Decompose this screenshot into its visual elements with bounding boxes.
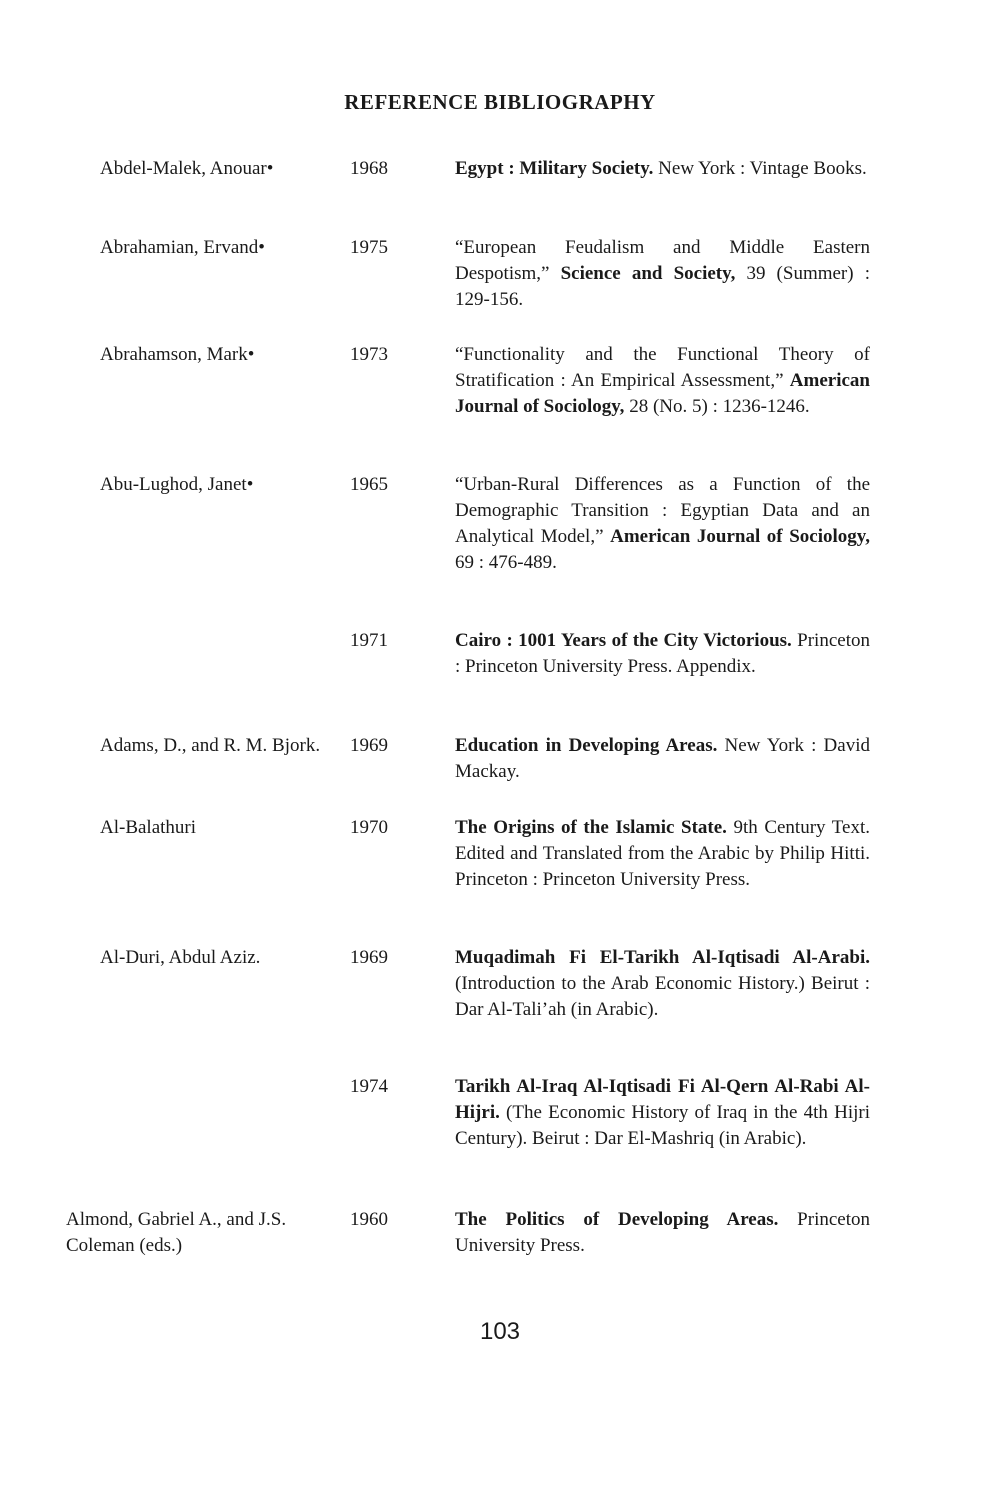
entry-citation bbox=[455, 1074, 870, 1152]
entry-author: Al-Balathuri bbox=[100, 817, 197, 838]
entry-year: 1971 bbox=[350, 630, 388, 651]
entry-year: 1960 bbox=[350, 1209, 388, 1230]
citation-text: “Functionality and the Functional Theory of Stratification : An Empirical Assessment,” bbox=[455, 344, 870, 391]
page-number: 103 bbox=[479, 1318, 521, 1345]
citation-text: 28 (No. 5) : 1236-1246. bbox=[624, 396, 810, 417]
citation-title: Science and Society, bbox=[560, 263, 736, 284]
entry-citation bbox=[455, 342, 870, 420]
citation-title: Egypt : Military Society. bbox=[455, 158, 654, 179]
entry-citation bbox=[455, 235, 870, 313]
citation-title: The Origins of the Islamic State. bbox=[455, 817, 727, 838]
citation-title: Education in Developing Areas. bbox=[455, 735, 718, 756]
citation-text: Princeton University Press. bbox=[455, 1209, 870, 1256]
citation-title: Cairo : 1001 Years of the City Victorious. bbox=[455, 630, 792, 651]
entry-year: 1974 bbox=[350, 1076, 388, 1097]
entry-year: 1969 bbox=[350, 735, 388, 756]
entry-author: Abrahamson, Mark• bbox=[100, 344, 255, 365]
entry-author: Adams, D., and R. M. Bjork. bbox=[100, 735, 321, 756]
citation-text: “European Feudalism and Middle Eastern Despotism,” bbox=[455, 237, 870, 284]
entry-year: 1973 bbox=[350, 344, 388, 365]
entry-author: Abdel-Malek, Anouar• bbox=[100, 158, 274, 179]
citation-text: New York : Vintage Books. bbox=[653, 158, 867, 179]
citation-text: 69 : 476-489. bbox=[455, 552, 557, 573]
citation-text: (Introduction to the Arab Economic History.) Beirut : Dar Al-Tali’ah (in Arabic). bbox=[455, 973, 870, 1020]
entry-year: 1969 bbox=[350, 947, 388, 968]
citation-title: American Journal of Sociology, bbox=[455, 370, 870, 417]
citation-title: The Politics of Developing Areas. bbox=[455, 1209, 779, 1230]
entry-year: 1968 bbox=[350, 158, 388, 179]
entry-citation bbox=[455, 628, 870, 680]
entry-author: Al-Duri, Abdul Aziz. bbox=[100, 947, 261, 968]
citation-text: (The Economic History of Iraq in the 4th Hijri Century). Beirut : Dar El-Mashriq (in Arabic). bbox=[455, 1102, 870, 1149]
citation-title: Tarikh Al-Iraq Al-Iqtisadi Fi Al-Qern Al-Rabi Al-Hijri. bbox=[455, 1076, 870, 1123]
entry-citation bbox=[455, 945, 870, 1023]
entry-citation bbox=[455, 472, 870, 576]
citation-title: American Journal of Sociology, bbox=[610, 526, 870, 547]
entry-author: Almond, Gabriel A., and J.S. Coleman (eds.) bbox=[66, 1209, 287, 1256]
citation-text: Princeton : Princeton University Press. Appendix. bbox=[455, 630, 870, 677]
entry-author: Abrahamian, Ervand• bbox=[100, 237, 265, 258]
entry-year: 1975 bbox=[350, 237, 388, 258]
entry-author: Abu-Lughod, Janet• bbox=[100, 474, 254, 495]
entry-year: 1970 bbox=[350, 817, 388, 838]
entry-citation bbox=[455, 815, 870, 893]
citation-text: “Urban-Rural Differences as a Function of the Demographic Transition : Egyptian Data and an Analytical Model,” bbox=[455, 474, 870, 547]
entry-year: 1965 bbox=[350, 474, 388, 495]
citation-text: 39 (Summer) : 129-156. bbox=[455, 263, 870, 310]
citation-title: Muqadimah Fi El-Tarikh Al-Iqtisadi Al-Arabi. bbox=[455, 947, 870, 968]
entry-citation bbox=[455, 156, 870, 182]
entry-citation bbox=[455, 733, 870, 785]
page-title: REFERENCE BIBLIOGRAPHY bbox=[344, 90, 656, 114]
citation-text: New York : David Mackay. bbox=[455, 735, 870, 782]
entry-citation bbox=[455, 1207, 870, 1259]
citation-text: 9th Century Text. Edited and Translated from the Arabic by Philip Hitti. Princeton : Princeton University Press. bbox=[455, 817, 870, 890]
